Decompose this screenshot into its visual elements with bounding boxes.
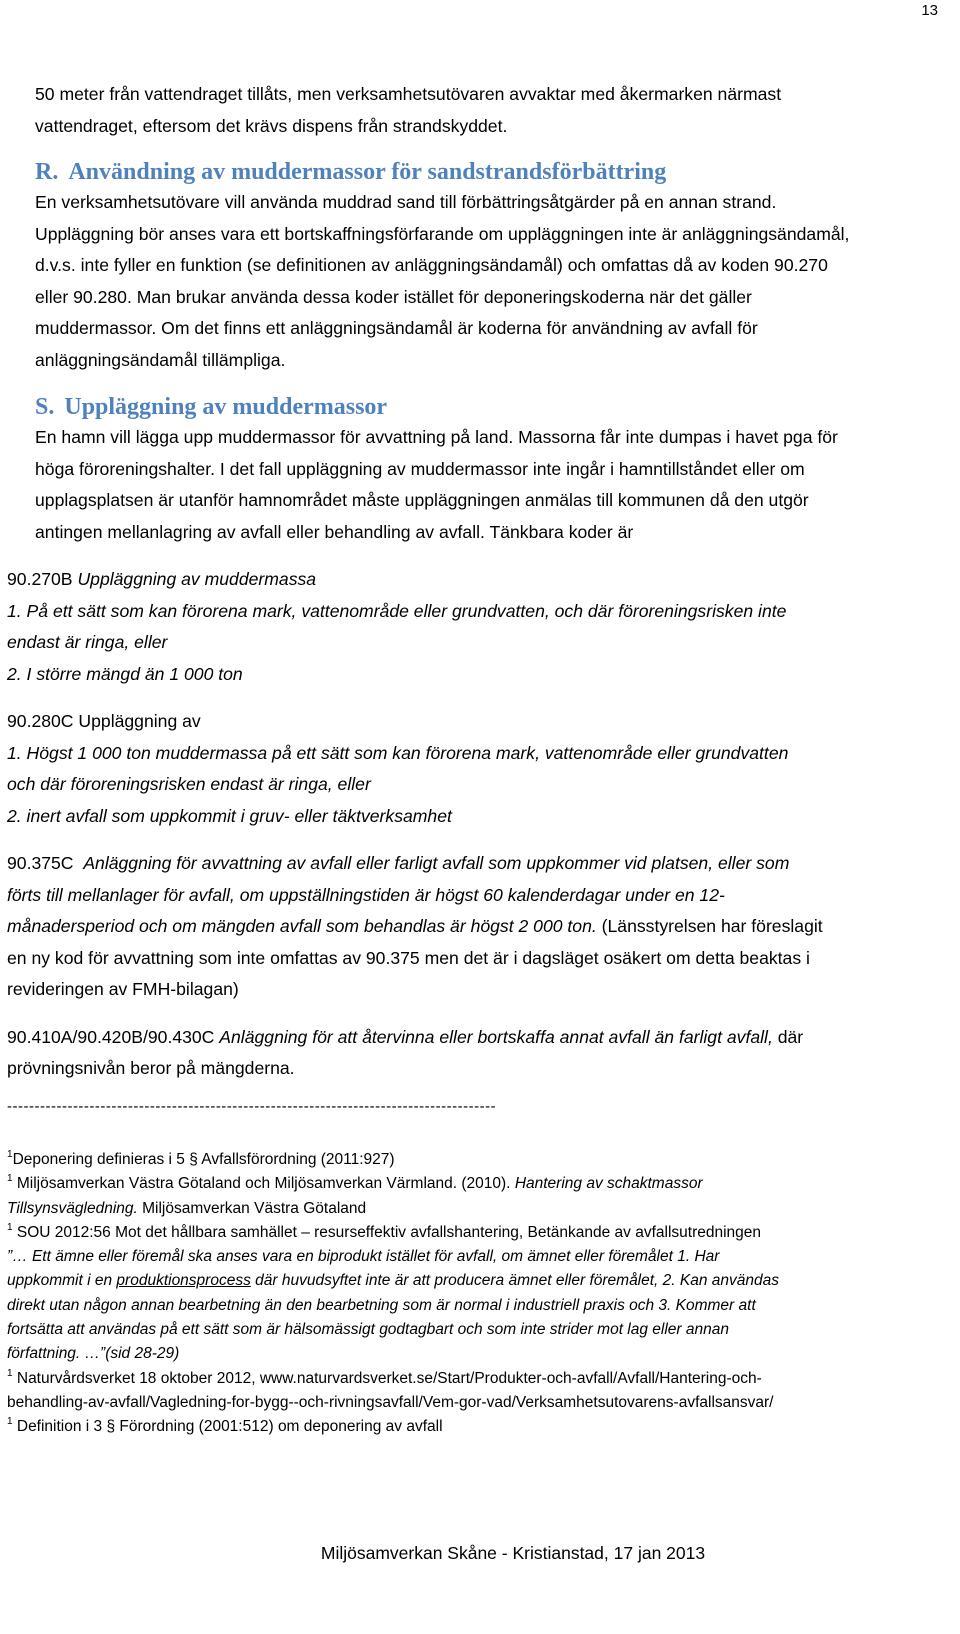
code-number: 90.270B: [7, 569, 73, 589]
footnote: $^1$Deponering definieras i 5 § Avfallsförordning (2011:927): [7, 1149, 395, 1168]
code-item: och där föroreningsrisken endast är ringa, eller: [7, 774, 371, 794]
section-s-line: upplagsplatsen är utanför hamnområdet måste uppläggningen anmälas till kommunen då den utgör: [35, 490, 809, 510]
section-r-line: En verksamhetsutövare vill använda muddrad sand till förbättringsåtgärder på en annan strand.: [35, 192, 777, 212]
footnote: $^1$ SOU 2012:56 Mot det hållbara samhället – resurseffektiv avfallshantering, Betänkande av avfallsutredningen: [7, 1221, 762, 1241]
footnote-quote: fortsätta att användas på ett sätt som är hälsomässigt godtagbart och som inte strider mot lag eller annan: [7, 1321, 729, 1339]
section-r-title: Användning av muddermassor för sandstrandsförbättring: [68, 159, 667, 185]
footnote: $^1$ Naturvårdsverket 18 oktober 2012, www.naturvardsverket.se/Start/Produkter-och-avfall/Avfall/Hantering-och-: [7, 1367, 762, 1387]
section-r-line: anläggningsändamål tillämpliga.: [35, 349, 286, 370]
code-item: 2. inert avfall som uppkommit i gruv- eller täktverksamhet: [7, 805, 452, 826]
underlined-term: produktionsprocess: [116, 1272, 251, 1290]
section-s-line: antingen mellanlagring av avfall eller behandling av avfall. Tänkbara koder är: [35, 521, 634, 542]
section-s-body: [35, 422, 950, 548]
footnote-separator: -----------------------------------------------------------------------------------------: [7, 1098, 497, 1115]
section-s-letter: S.: [35, 394, 55, 420]
intro-paragraph: [35, 79, 945, 142]
code-comment: där: [772, 1026, 804, 1047]
code-item: 1. På ett sätt som kan förorena mark, vattenområde eller grundvatten, och där föroreningsrisken inte: [7, 600, 787, 621]
code-item: endast är ringa, eller: [7, 632, 168, 652]
section-r-letter: R.: [35, 159, 59, 185]
code-comment: prövningsnivån beror på mängderna.: [7, 1058, 295, 1078]
section-s-title: Uppläggning av muddermassor: [64, 394, 388, 420]
footnote-quote: direkt utan någon annan bearbetning än den bearbetning som är normal i industriell praxis och 3. Kommer att: [7, 1296, 756, 1314]
section-r-heading: [35, 157, 950, 190]
code-comment: (Länsstyrelsen har föreslagit: [596, 916, 823, 936]
section-s-line: En hamn vill lägga upp muddermassor för avvattning på land. Massorna får inte dumpas i havet pga för: [35, 427, 838, 447]
code-title: Uppläggning av muddermassa: [77, 569, 317, 589]
code-comment: en ny kod för avvattning som inte omfattas av 90.375 men det är i dagsläget osäkert om detta beaktas i: [7, 947, 810, 968]
code-list: [7, 564, 957, 1085]
footnote-quote: författning. …”(sid 28-29): [7, 1345, 180, 1363]
footnote: $^1$ Definition i 3 § Förordning (2001:512) om deponering av avfall: [7, 1416, 443, 1436]
footnotes: [7, 1148, 957, 1440]
code-comment: revideringen av FMH-bilagan): [7, 979, 239, 999]
footnote: $^1$ Miljösamverkan Västra Götaland och Miljösamverkan Värmland. (2010). Hantering av schaktmassor: [7, 1173, 703, 1193]
footnote-quote: uppkommit i en produktionsprocess där huvudsyftet inte är att producera ämnet eller föremålet, 2. Kan användas: [7, 1272, 780, 1290]
code-title: Uppläggning av: [78, 711, 201, 731]
code-block-90-375: [7, 848, 957, 1006]
footnote-marker: 1: [7, 1416, 13, 1428]
code-description: Anläggning för avvattning av avfall eller farligt avfall som uppkommer vid platsen, eller som: [83, 853, 790, 873]
code-number: 90.375C: [7, 853, 74, 873]
footnote-continuation: behandling-av-avfall/Vagledning-for-bygg--och-rivningsavfall/Vem-gor-vad/Verksamhetsutovarens-avfallsansvar/: [7, 1393, 774, 1411]
page-number: 13: [921, 2, 938, 19]
section-r-line: muddermassor. Om det finns ett anläggningsändamål är koderna för användning av avfall för: [35, 318, 758, 338]
footnote-continuation: Tillsynsvägledning. Miljösamverkan Västra Götaland: [7, 1199, 367, 1217]
section-r-line: Uppläggning bör anses vara ett bortskaffningsförfarande om uppläggningen inte är anläggningsändamål,: [35, 223, 850, 244]
section-r-line: d.v.s. inte fyller en funktion (se definitionen av anläggningsändamål) och omfattas då av koden 90.270: [35, 255, 828, 275]
code-block-90-270: [7, 564, 957, 690]
footnote-marker: 1: [7, 1221, 13, 1233]
footnote-marker: 1: [7, 1367, 13, 1379]
section-r: [35, 157, 950, 376]
code-item: 2. I större mängd än 1 000 ton: [7, 663, 243, 684]
intro-line: vattendraget, eftersom det krävs dispens från strandskyddet.: [35, 115, 508, 136]
code-description: förts till mellanlager för avfall, om uppställningstiden är högst 60 kalenderdagar under en 12-: [7, 884, 725, 905]
section-s-heading: [35, 392, 950, 425]
code-description: månadersperiod och om mängden avfall som behandlas är högst 2 000 ton.: [7, 916, 597, 936]
code-description: Anläggning för att återvinna eller bortskaffa annat avfall än farligt avfall,: [219, 1026, 773, 1047]
footnote-marker: 1: [7, 1173, 13, 1185]
code-block-90-280: [7, 706, 957, 832]
code-number: 90.410A/90.420B/90.430C: [7, 1026, 215, 1047]
section-r-line: eller 90.280. Man brukar använda dessa koder istället för deponeringskoderna när det gäller: [35, 286, 752, 307]
code-number: 90.280C: [7, 711, 74, 731]
section-s: [35, 392, 950, 548]
section-r-body: [35, 187, 950, 376]
code-item: 1. Högst 1 000 ton muddermassa på ett sätt som kan förorena mark, vattenområde eller grundvatten: [7, 742, 789, 763]
footnote-marker: 1: [7, 1149, 13, 1160]
footnote-quote: ”… Ett ämne eller föremål ska anses vara en biprodukt istället för avfall, om ämnet eller föremålet 1. Har: [7, 1248, 720, 1266]
page-footer: Miljösamverkan Skåne - Kristianstad, 17 jan 2013: [320, 1543, 706, 1563]
intro-line: 50 meter från vattendraget tillåts, men verksamhetsutövaren avvaktar med åkermarken närmast: [35, 84, 782, 104]
code-block-90-410: [7, 1022, 957, 1085]
section-s-line: höga föroreningshalter. I det fall uppläggning av muddermassor inte ingår i hamntillståndet eller om: [35, 458, 805, 479]
